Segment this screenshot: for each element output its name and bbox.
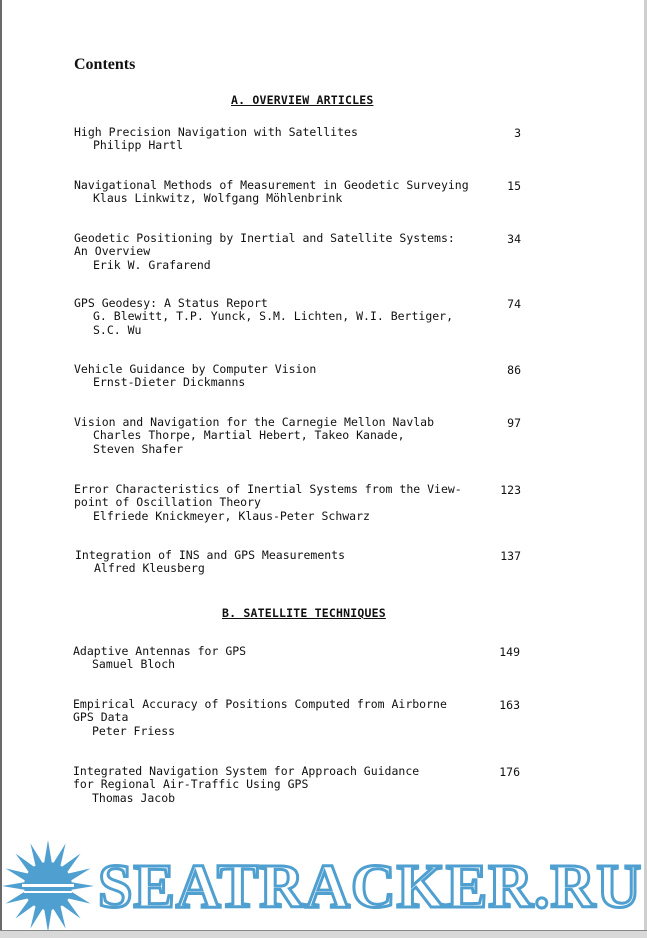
toc-entry [74, 363, 316, 390]
toc-entry [74, 483, 462, 523]
entry-title-line: GPS Geodesy: A Status Report [74, 296, 268, 310]
entry-title-line: Integration of INS and GPS Measurements [75, 548, 346, 562]
page-number: 123 [500, 483, 521, 497]
entry-authors: Charles Thorpe, Martial Hebert, Takeo Kanade, [93, 428, 405, 443]
toc-entry [75, 549, 345, 576]
entry-title-line: Navigational Methods of Measurement in Geodetic Surveying [74, 178, 469, 192]
page-number: 137 [500, 549, 521, 563]
page-number: 176 [499, 765, 520, 779]
entry-title-line: Error Characteristics of Inertial Systems from the View- [74, 482, 462, 496]
entry-authors: Klaus Linkwitz, Wolfgang Möhlenbrink [93, 191, 343, 206]
entry-authors: Ernst-Dieter Dickmanns [93, 375, 246, 390]
section-title-overview: A. OVERVIEW ARTICLES [231, 93, 374, 107]
entry-title-line: High Precision Navigation with Satellites [74, 125, 358, 139]
watermark-text: SEATRACKER.RU [98, 853, 643, 921]
page-number: 163 [499, 698, 520, 712]
contents-heading: Contents [74, 56, 136, 73]
toc-entry [74, 126, 358, 153]
entry-authors: Elfriede Knickmeyer, Klaus-Peter Schwarz [93, 508, 370, 523]
entry-authors: Steven Shafer [93, 441, 184, 456]
entry-authors: Erik W. Grafarend [93, 257, 211, 272]
entry-authors: G. Blewitt, T.P. Yunck, S.M. Lichten, W.I. Bertiger, [93, 309, 454, 324]
page-number: 86 [507, 363, 521, 377]
toc-entry [73, 645, 246, 672]
toc-entry [73, 765, 419, 805]
page-left-edge [0, 0, 2, 937]
entry-title-line: Vision and Navigation for the Carnegie Mellon Navlab [74, 415, 435, 429]
entry-authors: Thomas Jacob [92, 790, 176, 805]
entry-authors: S.C. Wu [93, 322, 142, 337]
entry-authors: Philipp Hartl [93, 138, 184, 153]
page-number: 3 [514, 126, 521, 140]
toc-entry [74, 416, 434, 456]
entry-title-line: Integrated Navigation System for Approach Guidance [73, 764, 420, 778]
toc-entry [73, 698, 447, 738]
entry-title-line: for Regional Air-Traffic Using GPS [73, 777, 309, 792]
page-number: 97 [507, 416, 521, 430]
page-number: 74 [507, 297, 521, 311]
entry-title-line: point of Oscillation Theory [74, 495, 261, 510]
section-title-satellite: B. SATELLITE TECHNIQUES [222, 606, 386, 620]
entry-authors: Alfred Kleusberg [94, 561, 205, 576]
entry-title-line: Vehicle Guidance by Computer Vision [74, 362, 317, 376]
entry-authors: Samuel Bloch [92, 657, 176, 672]
entry-title-line: Adaptive Antennas for GPS [73, 644, 247, 658]
entry-title-line: GPS Data [73, 710, 129, 725]
entry-title-line: Geodetic Positioning by Inertial and Satellite Systems: [74, 231, 455, 245]
toc-entry [74, 232, 455, 272]
page-number: 34 [507, 232, 521, 246]
page-number: 149 [499, 645, 520, 659]
toc-entry [74, 179, 469, 206]
toc-entry [74, 297, 453, 337]
entry-title-line: Empirical Accuracy of Positions Computed from Airborne [73, 697, 447, 711]
entry-title-line: An Overview [74, 244, 151, 259]
entry-authors: Peter Friess [92, 723, 176, 738]
page-number: 15 [507, 179, 521, 193]
